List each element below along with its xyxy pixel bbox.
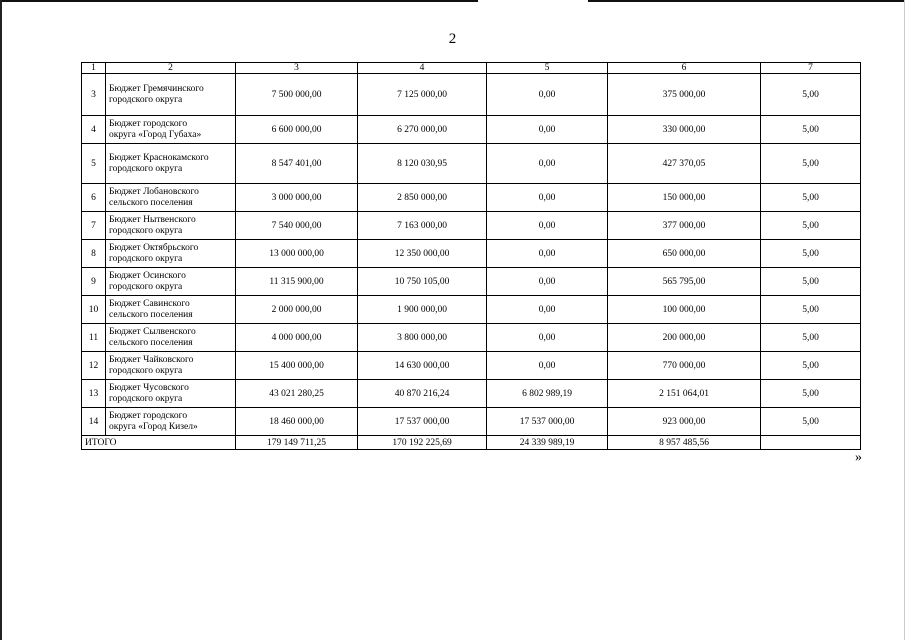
budget-name-line: сельского поселения bbox=[109, 309, 193, 320]
row-number: 5 bbox=[82, 144, 106, 184]
col3-value: 4 000 000,00 bbox=[236, 324, 358, 352]
table-row bbox=[82, 408, 861, 436]
col3-value: 11 315 900,00 bbox=[236, 268, 358, 296]
col5-value: 0,00 bbox=[487, 352, 608, 380]
header-cell-7: 7 bbox=[761, 63, 861, 74]
col7-value: 5,00 bbox=[761, 380, 861, 408]
col6-value: 770 000,00 bbox=[608, 352, 761, 380]
col5-value: 0,00 bbox=[487, 240, 608, 268]
total-label: ИТОГО bbox=[82, 436, 236, 450]
budget-name-line: городского округа bbox=[109, 94, 183, 105]
col7-value: 5,00 bbox=[761, 184, 861, 212]
budget-name-line: Бюджет городского bbox=[109, 118, 188, 129]
table-row bbox=[82, 380, 861, 408]
total-col4: 170 192 225,69 bbox=[358, 436, 487, 450]
budget-name bbox=[106, 324, 236, 352]
budget-name-line: Бюджет Лобановского bbox=[109, 186, 199, 197]
budget-name bbox=[106, 408, 236, 436]
budget-name bbox=[106, 212, 236, 240]
budget-name bbox=[106, 184, 236, 212]
col6-value: 375 000,00 bbox=[608, 74, 761, 116]
budget-name-line: городского округа bbox=[109, 281, 183, 292]
total-col5: 24 339 989,19 bbox=[487, 436, 608, 450]
col5-value: 0,00 bbox=[487, 116, 608, 144]
budget-name-line: Бюджет Краснокамского bbox=[109, 152, 209, 163]
col5-value: 0,00 bbox=[487, 184, 608, 212]
row-number: 12 bbox=[82, 352, 106, 380]
row-number: 14 bbox=[82, 408, 106, 436]
table-row bbox=[82, 184, 861, 212]
budget-name-line: Бюджет городского bbox=[109, 410, 188, 421]
col3-value: 43 021 280,25 bbox=[236, 380, 358, 408]
budget-name-line: Бюджет Осинского bbox=[109, 270, 186, 281]
budget-name bbox=[106, 380, 236, 408]
col7-value: 5,00 bbox=[761, 268, 861, 296]
header-cell-2: 2 bbox=[106, 63, 236, 74]
total-col7 bbox=[761, 436, 861, 450]
col6-value: 150 000,00 bbox=[608, 184, 761, 212]
row-number: 10 bbox=[82, 296, 106, 324]
col7-value: 5,00 bbox=[761, 240, 861, 268]
budget-table bbox=[81, 62, 861, 450]
col5-value: 0,00 bbox=[487, 144, 608, 184]
closing-quote: » bbox=[855, 450, 862, 465]
col4-value: 7 125 000,00 bbox=[358, 74, 487, 116]
table-row bbox=[82, 352, 861, 380]
header-cell-1: 1 bbox=[82, 63, 106, 74]
col3-value: 6 600 000,00 bbox=[236, 116, 358, 144]
col7-value: 5,00 bbox=[761, 408, 861, 436]
budget-name bbox=[106, 74, 236, 116]
row-number: 9 bbox=[82, 268, 106, 296]
col4-value: 12 350 000,00 bbox=[358, 240, 487, 268]
col5-value: 0,00 bbox=[487, 268, 608, 296]
budget-name bbox=[106, 144, 236, 184]
col6-value: 650 000,00 bbox=[608, 240, 761, 268]
table-row bbox=[82, 212, 861, 240]
header-cell-5: 5 bbox=[487, 63, 608, 74]
col4-value: 17 537 000,00 bbox=[358, 408, 487, 436]
col5-value: 0,00 bbox=[487, 212, 608, 240]
budget-name bbox=[106, 240, 236, 268]
col5-value: 6 802 989,19 bbox=[487, 380, 608, 408]
col6-value: 923 000,00 bbox=[608, 408, 761, 436]
header-cell-4: 4 bbox=[358, 63, 487, 74]
budget-name-line: округа «Город Кизел» bbox=[109, 421, 198, 432]
col3-value: 7 500 000,00 bbox=[236, 74, 358, 116]
col6-value: 565 795,00 bbox=[608, 268, 761, 296]
col3-value: 15 400 000,00 bbox=[236, 352, 358, 380]
col5-value: 0,00 bbox=[487, 296, 608, 324]
table-row bbox=[82, 324, 861, 352]
table-row bbox=[82, 296, 861, 324]
col5-value: 17 537 000,00 bbox=[487, 408, 608, 436]
budget-name bbox=[106, 116, 236, 144]
col6-value: 330 000,00 bbox=[608, 116, 761, 144]
row-number: 13 bbox=[82, 380, 106, 408]
header-cell-6: 6 bbox=[608, 63, 761, 74]
budget-name-line: Бюджет Савинского bbox=[109, 298, 190, 309]
col7-value: 5,00 bbox=[761, 324, 861, 352]
col6-value: 427 370,05 bbox=[608, 144, 761, 184]
budget-name-line: Бюджет Чусовского bbox=[109, 382, 189, 393]
col5-value: 0,00 bbox=[487, 74, 608, 116]
col3-value: 3 000 000,00 bbox=[236, 184, 358, 212]
table-row bbox=[82, 144, 861, 184]
page-number: 2 bbox=[448, 31, 457, 47]
table-row bbox=[82, 240, 861, 268]
table-row bbox=[82, 268, 861, 296]
col3-value: 7 540 000,00 bbox=[236, 212, 358, 240]
budget-name-line: Бюджет Нытвенского bbox=[109, 214, 196, 225]
col7-value: 5,00 bbox=[761, 74, 861, 116]
col3-value: 2 000 000,00 bbox=[236, 296, 358, 324]
row-number: 3 bbox=[82, 74, 106, 116]
table-row bbox=[82, 74, 861, 116]
col4-value: 8 120 030,95 bbox=[358, 144, 487, 184]
col4-value: 1 900 000,00 bbox=[358, 296, 487, 324]
row-number: 11 bbox=[82, 324, 106, 352]
total-col6: 8 957 485,56 bbox=[608, 436, 761, 450]
col4-value: 10 750 105,00 bbox=[358, 268, 487, 296]
budget-name-line: округа «Город Губаха» bbox=[109, 129, 202, 140]
col3-value: 8 547 401,00 bbox=[236, 144, 358, 184]
col6-value: 377 000,00 bbox=[608, 212, 761, 240]
row-number: 7 bbox=[82, 212, 106, 240]
col5-value: 0,00 bbox=[487, 324, 608, 352]
budget-name-line: городского округа bbox=[109, 163, 183, 174]
col4-value: 7 163 000,00 bbox=[358, 212, 487, 240]
col3-value: 18 460 000,00 bbox=[236, 408, 358, 436]
col6-value: 200 000,00 bbox=[608, 324, 761, 352]
budget-name bbox=[106, 296, 236, 324]
budget-name-line: Бюджет Сылвенского bbox=[109, 326, 196, 337]
col4-value: 14 630 000,00 bbox=[358, 352, 487, 380]
budget-name bbox=[106, 352, 236, 380]
total-col3: 179 149 711,25 bbox=[236, 436, 358, 450]
col6-value: 100 000,00 bbox=[608, 296, 761, 324]
budget-name-line: городского округа bbox=[109, 365, 183, 376]
budget-name-line: Бюджет Октябрьского bbox=[109, 242, 199, 253]
budget-name-line: городского округа bbox=[109, 393, 183, 404]
col4-value: 3 800 000,00 bbox=[358, 324, 487, 352]
row-number: 6 bbox=[82, 184, 106, 212]
budget-name-line: сельского поселения bbox=[109, 337, 193, 348]
row-number: 4 bbox=[82, 116, 106, 144]
scan-top-border bbox=[0, 0, 905, 2]
scan-left-border bbox=[0, 0, 2, 640]
budget-name-line: Бюджет Гремячинского bbox=[109, 83, 204, 94]
row-number: 8 bbox=[82, 240, 106, 268]
col4-value: 6 270 000,00 bbox=[358, 116, 487, 144]
total-row bbox=[82, 436, 861, 450]
col6-value: 2 151 064,01 bbox=[608, 380, 761, 408]
budget-name-line: Бюджет Чайковского bbox=[109, 354, 194, 365]
table-row bbox=[82, 116, 861, 144]
col7-value: 5,00 bbox=[761, 116, 861, 144]
budget-name-line: сельского поселения bbox=[109, 197, 193, 208]
col7-value: 5,00 bbox=[761, 144, 861, 184]
header-row bbox=[82, 63, 861, 74]
budget-name-line: городского округа bbox=[109, 225, 183, 236]
budget-name-line: городского округа bbox=[109, 253, 183, 264]
col7-value: 5,00 bbox=[761, 296, 861, 324]
header-cell-3: 3 bbox=[236, 63, 358, 74]
col3-value: 13 000 000,00 bbox=[236, 240, 358, 268]
col4-value: 40 870 216,24 bbox=[358, 380, 487, 408]
budget-name bbox=[106, 268, 236, 296]
col7-value: 5,00 bbox=[761, 212, 861, 240]
col7-value: 5,00 bbox=[761, 352, 861, 380]
col4-value: 2 850 000,00 bbox=[358, 184, 487, 212]
